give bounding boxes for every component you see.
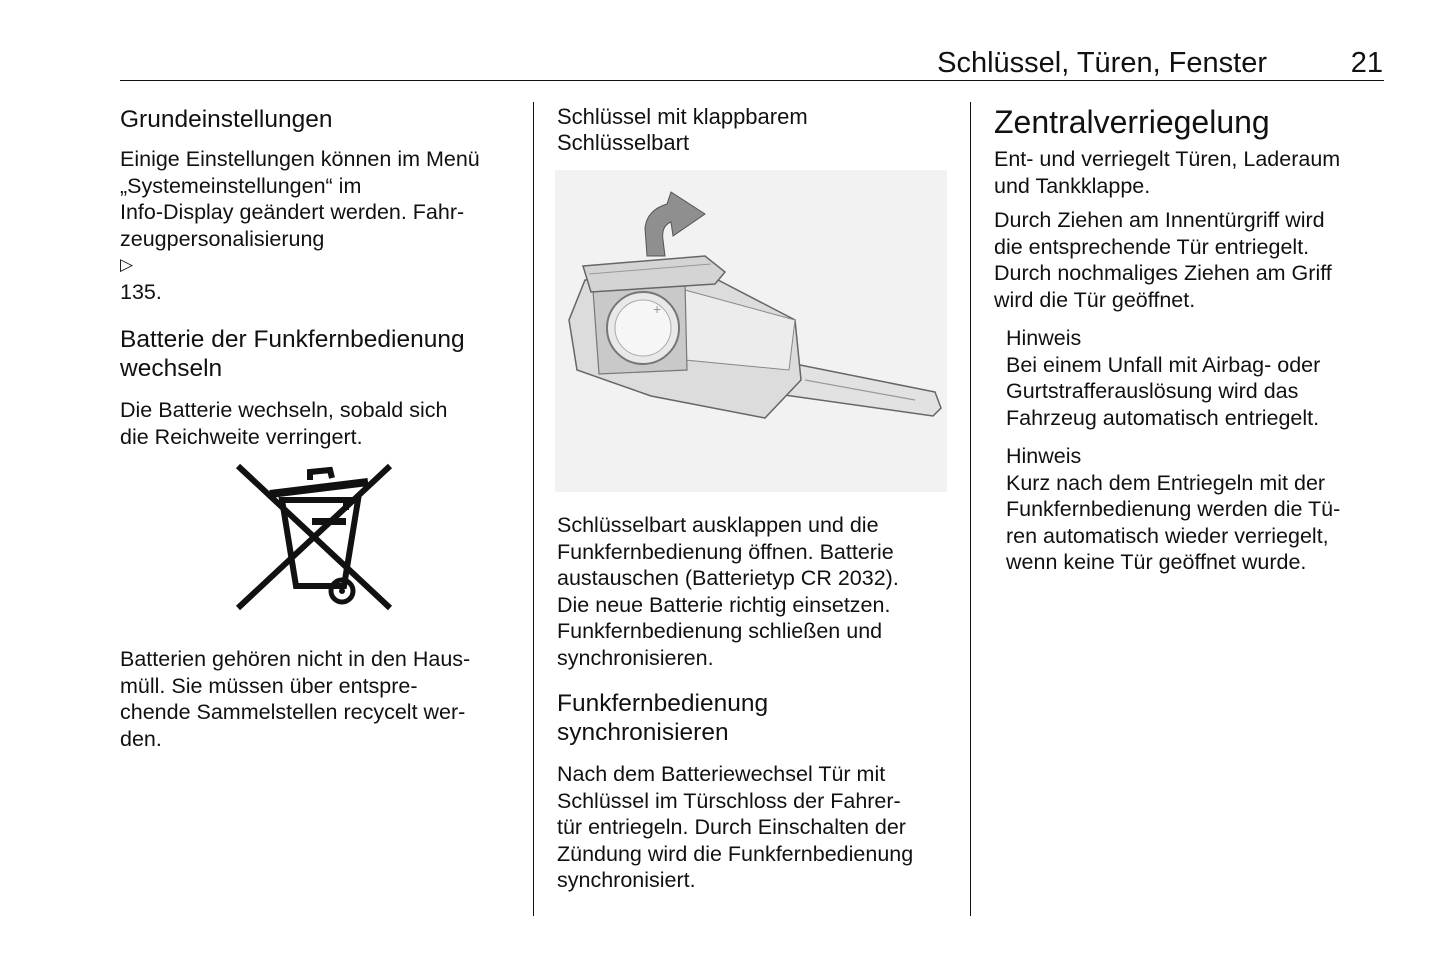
page-reference-link[interactable]: 135. <box>120 279 162 304</box>
paragraph-sync: Nach dem Batteriewechsel Tür mit Schlüssel im Türschloss der Fahrer- tür entriegeln. Durch Einschalten der Zündung wird die Funkfernbedienung synchronisiert. <box>557 762 914 892</box>
crossed-out-wheelie-bin-icon <box>120 458 520 618</box>
note-title: Hinweis <box>1006 326 1082 350</box>
paragraph-zv-2: Durch Ziehen am Innentürgriff wird die entsprechende Tür entriegelt. Durch nochmaliges Ziehen am Griff wird die Tür geöffnet. <box>994 208 1332 312</box>
paragraph-zv-1: Ent- und verriegelt Türen, Laderaum und Tankklappe. <box>994 147 1341 198</box>
note-relock <box>1006 443 1384 576</box>
column-3 <box>994 102 1384 576</box>
key-fob-battery-illustration <box>555 170 947 492</box>
note-title: Hinweis <box>1006 444 1082 468</box>
page-reference-icon: ▷ <box>120 255 134 274</box>
svg-text:+: + <box>653 301 662 317</box>
section-heading-sync: Funkfernbedienung synchronisieren <box>557 690 769 746</box>
column-divider-left <box>533 102 534 916</box>
paragraph-recycling: Batterien gehören nicht in den Haus- müll. Sie müssen über entspre- chende Sammelstellen recycelt wer- den. <box>120 647 471 751</box>
page-number: 21 <box>1350 47 1383 79</box>
section-heading-grundeinstellungen: Grundeinstellungen <box>120 106 333 133</box>
paragraph-grundeinstellungen: Einige Einstellungen können im Menü „Systemeinstellungen“ im Info-Display geändert werden. Fahr- zeugpersonalisierung ▷ 135. <box>120 146 520 305</box>
section-heading-zentralverriegelung: Zentralverriegelung <box>994 104 1270 140</box>
header-rule <box>120 80 1384 81</box>
column-divider-right <box>970 102 971 916</box>
note-text: Kurz nach dem Entriegeln mit der Funkfernbedienung werden die Tü- ren automatisch wieder verriegelt, wenn keine Tür geöffnet wurde. <box>1006 470 1341 574</box>
page-header-title: Schlüssel, Türen, Fenster <box>937 47 1267 79</box>
note-text: Bei einem Unfall mit Airbag- oder Gurtstrafferauslösung wird das Fahrzeug automatisch entriegelt. <box>1006 352 1321 430</box>
section-heading-key: Schlüssel mit klappbarem Schlüsselbart <box>557 104 808 155</box>
paragraph-batterie: Die Batterie wechseln, sobald sich die Reichweite verringert. <box>120 398 448 449</box>
paragraph-key: Schlüsselbart ausklappen und die Funkfernbedienung öffnen. Batterie austauschen (Batterietyp CR 2032). Die neue Batterie richtig einsetzen. Funkfernbedienung schließen und synchronisieren. <box>557 513 899 670</box>
note-airbag <box>1006 325 1384 431</box>
column-1 <box>120 102 520 752</box>
column-2 <box>557 102 952 156</box>
section-heading-batterie: Batterie der Funkfernbedienung wechseln <box>120 326 465 382</box>
column-2-text <box>557 512 952 894</box>
